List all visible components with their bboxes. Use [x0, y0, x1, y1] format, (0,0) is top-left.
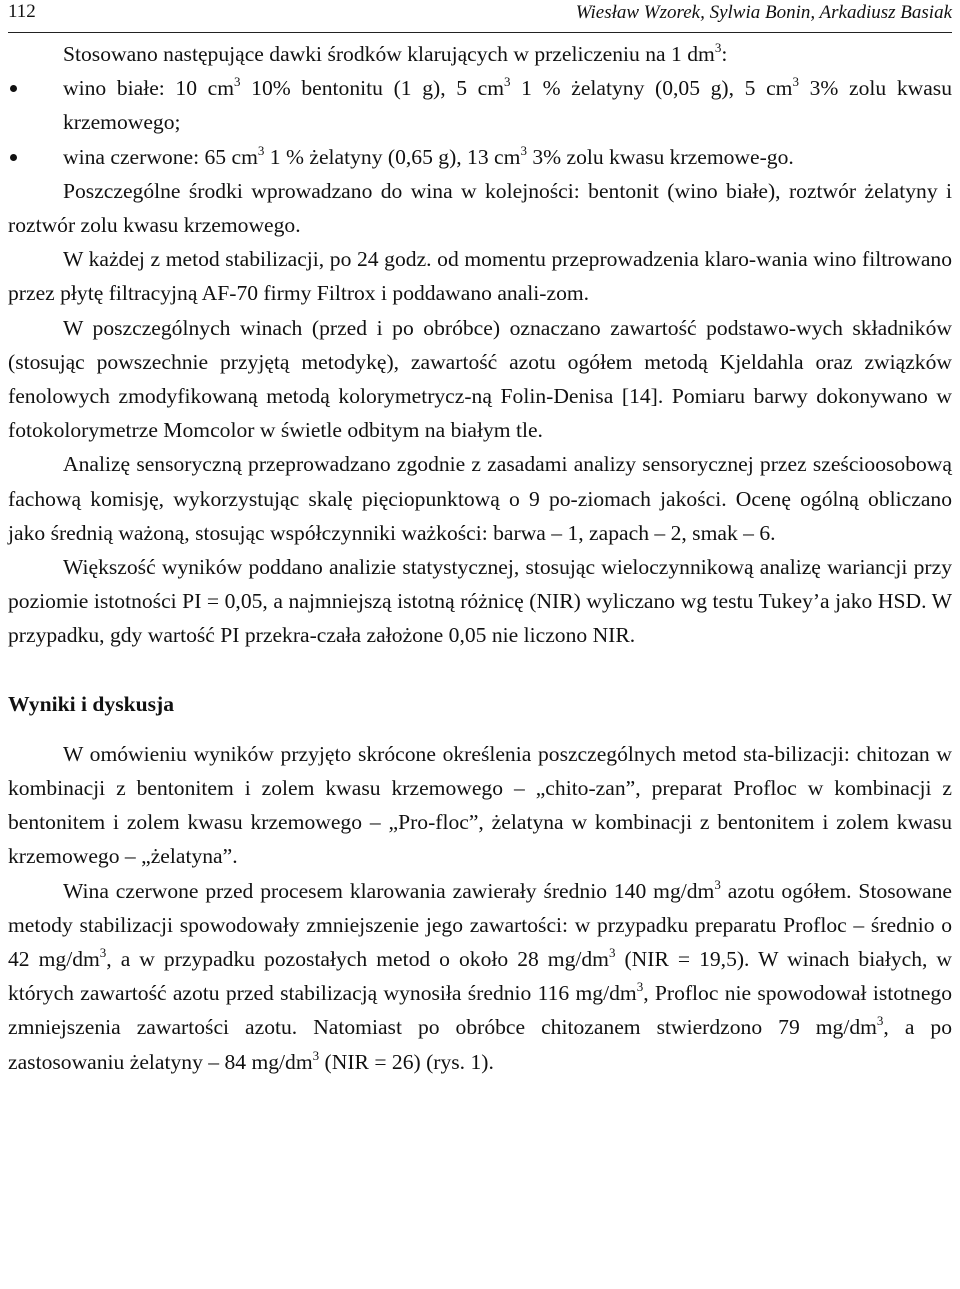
- bullet-icon: [10, 154, 17, 161]
- paragraph-analysis: W poszczególnych winach (przed i po obróbce) oznaczano zawartość podstawo-wych składników (stosując powszechnie przyjętą metodykę), zawartość azotu ogółem metodą Kjeldahla oraz związków fenolowych zmodyfikowaną metodą kolorymetrycz-ną Folin-Denisa [14]. Pomiaru barwy dokonywano w fotokolorymetrze Momcolor w świetle odbitym na białym tle.: [8, 315, 952, 443]
- list-item: wina czerwone: 65 $cm^3$ 1 % żelatyny (0,65 g), 13 $cm^3$ 3% zolu kwasu krzemowe-go.: [8, 140, 952, 174]
- paragraph-nitrogen: Wina czerwone przed procesem klarowania zawierały średnio 140 $mg/dm^3$ azotu ogółem. Stosowane metody stabilizacji spowodowały zmniejszenie jego zawartości: w przypadku preparatu Profloc – średnio o 42 $mg/dm^3$, a w przypadku pozostałych metod o około 28 $mg/dm^3$ (NIR = 19,5). W winach białych, w których zawartość azotu przed stabilizacją wynosiła średnio 116 $mg/dm^3$, Profloc nie spowodował istotnego zmniejszenia zawartości azotu. Natomiast po obróbce chitozanem stwierdzono 79 $mg/dm^3$, a po zastosowaniu żelatyny – 84 $mg/dm^3$ (NIR = 26) (rys. 1).: [8, 876, 953, 1074]
- section-heading: Wyniki i dyskusja: [8, 691, 175, 716]
- page-body: [8, 37, 952, 1079]
- paragraph-sensory: Analizę sensoryczną przeprowadzano zgodnie z zasadami analizy sensorycznej przez sześcioosobową fachową komisję, wykorzystując skalę pięciopunktową o 9 po-ziomach jakości. Ocenę ogólną obliczano jako średnią ważoną, stosując współczynniki ważkości: barwa – 1, zapach – 2, smak – 6.: [8, 452, 952, 545]
- page-number: 112: [8, 1, 36, 22]
- bullet-icon: [10, 85, 17, 92]
- paragraph-filtration: W każdej z metod stabilizacji, po 24 godz. od momentu przeprowadzenia klaro-wania wino filtrowano przez płytę filtracyjną AF-70 firmy Filtrox i poddawano anali-zom.: [8, 247, 952, 306]
- paragraph-statistics: Większość wyników poddano analizie statystycznej, stosując wieloczynnikową analizę wariancji przy poziomie istotności PI = 0,05, a najmniejszą istotną różnicę (NIR) wyliczano wg testu Tukey’a jako HSD. W przypadku, gdy wartość PI przekra-czała założone 0,05 nie liczono NIR.: [8, 555, 952, 648]
- paragraph-abbreviations: W omówieniu wyników przyjęto skrócone określenia poszczególnych metod sta-bilizacji: chitozan w kombinacji z bentonitem i zolem kwasu krzemowego – „chito-zan”, preparat Profloc w kombinacji z bentonitem i zolem kwasu krzemowego – „Pro-floc”, żelatyna w kombinacji z bentonitem i zolem kwasu krzemowego – „żelatyna”.: [8, 741, 952, 869]
- page-header: [8, 0, 952, 33]
- list-item: wino białe: 10 $cm^3$ 10% bentonitu (1 g), 5 $cm^3$ 1 % żelatyny (0,05 g), 5 $cm^3$ 3% zolu kwasu krzemowego;: [8, 71, 952, 139]
- intro-paragraph: Stosowano następujące dawki środków klarujących w przeliczeniu na 1 $dm^3$:: [63, 40, 728, 66]
- paragraph-order: Poszczególne środki wprowadzano do wina w kolejności: bentonit (wino białe), roztwór żelatyny i roztwór zolu kwasu krzemowego.: [8, 178, 952, 238]
- dose-list: [8, 71, 952, 174]
- running-header-authors: Wiesław Wzorek, Sylwia Bonin, Arkadiusz Basiak: [575, 2, 952, 23]
